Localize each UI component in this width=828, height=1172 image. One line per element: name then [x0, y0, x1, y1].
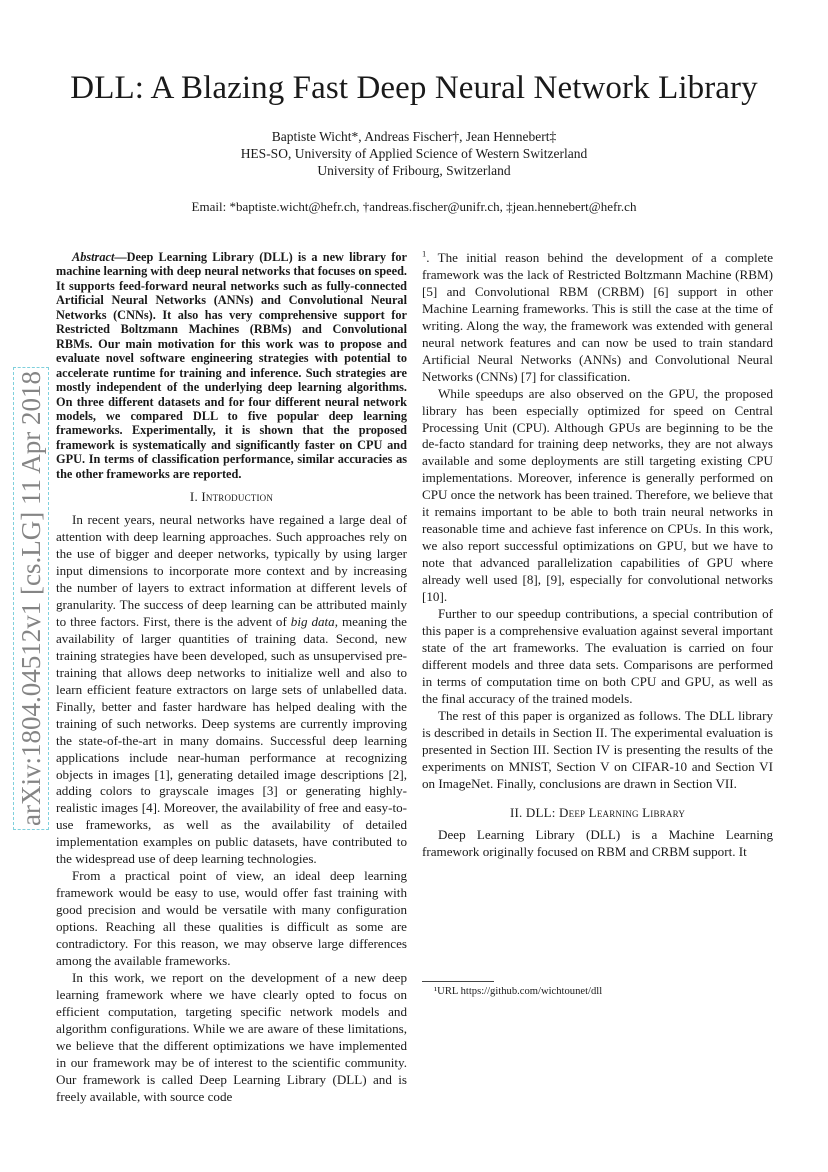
footnote-divider	[422, 981, 494, 982]
section-heading-dll: II. DLL: Deep Learning Library	[509, 804, 686, 820]
author-emails: Email: *baptiste.wicht@hefr.ch, †andreas.fischer@unifr.ch, ‡jean.hennebert@hefr.ch	[191, 199, 637, 214]
intro-p3-text: In this work, we report on the development of a new deep learning framework where we have clearly opted to focus on efficient computation, targeting specific network models and algorithm configurations. While we are aware of these limitations, we believe that the different optimizations we have implemented in our framework may be of interest to the scientific community. Our framework is called Deep Learning Library (DLL) and is freely available, with source code	[56, 969, 407, 1104]
intro-p1-text-cont: , meaning the availability of larger quantities of training data. Second, new training strategies have been developed, such as unsupervised pre-training that allows deep networks to initialize well and also to learn efficient feature extractors on large sets of unlabelled data. Finally, better and faster hardware has helped dealing with the training of such networks. Deep systems are currently improving the state-of-the-art in many domains. Successful deep learning applications include near-human performance at recognizing objects in images [1], generating detailed image descriptions [2], adding colors to grayscale images [3] or generating highly-realistic images [4]. Moreover, the availability of free and easy-to-use frameworks, as well as the availability of detailed implementation examples on public datasets, have contributed to the widespread use of deep learning technologies.	[56, 613, 407, 867]
intro-paragraph-6: The rest of this paper is organized as follows. The DLL library is described in details in Section II. The experimental evaluation is presented in Section III. Section IV is presenting the results of the experiments on MNIST, Section V on CIFAR-10 and Section VI on ImageNet. Finally, conclusions are drawn in Section VII.	[422, 707, 773, 791]
intro-paragraph-3-cont	[422, 250, 773, 386]
section-heading-introduction: I. Introduction	[189, 489, 274, 505]
big-data-emphasis: big data	[290, 613, 335, 629]
arxiv-stamp[interactable]: arXiv:1804.04512v1 [cs.LG] 11 Apr 2018	[16, 371, 46, 826]
left-column	[56, 250, 407, 1106]
abstract-label: Abstract	[72, 250, 115, 264]
footnote-url[interactable]: ¹URL https://github.com/wichtounet/dll	[434, 986, 603, 997]
footnote-marker[interactable]: 1	[422, 248, 427, 259]
right-column	[422, 250, 773, 861]
author-block	[0, 128, 828, 179]
section2-paragraph-1: Deep Learning Library (DLL) is a Machine Learning framework originally focused on RBM and CRBM support. It	[422, 827, 773, 860]
intro-paragraph-3	[56, 970, 407, 1106]
author-names: Baptiste Wicht*, Andreas Fischer†, Jean Hennebert‡	[271, 129, 557, 144]
intro-p3-text-cont: . The initial reason behind the development of a complete framework was the lack of Restricted Boltzmann Machine (RBM) [5] and Convolutional RBM (CRBM) [6] support in other Machine Learning frameworks. This is still the case at the time of writing. Along the way, the framework was extended with general neural network features and can now be used to train standard Artificial Neural Networks (ANNs) and Convolutional Neural Networks (CNNs) [7] for classification.	[422, 250, 773, 384]
intro-paragraph-2: From a practical point of view, an ideal deep learning framework would be easy to use, would offer fast training with good precision and would be versatile with many configuration options. Reaching all these qualities is difficult as some are contradictory. For this reason, we may observe large differences among the available frameworks.	[56, 868, 407, 968]
intro-p1-text: In recent years, neural networks have regained a large deal of attention with deep learning approaches. Such approaches rely on the use of bigger and deeper networks, typically by using larger input dimensions to incorporate more context and by increasing the number of layers to extract information at different levels of granularity. The success of deep learning can be attributed mainly to three factors. First, there is the advent of	[56, 512, 407, 629]
paper-title: DLL: A Blazing Fast Deep Neural Network Library	[70, 70, 758, 106]
intro-paragraph-5: Further to our speedup contributions, a special contribution of this paper is a comprehensive evaluation against several important state of the art frameworks. The evaluation is carried on four different models and three data sets. Comparisons are performed in terms of computation time on both CPU and GPU, as well as the final accuracy of the trained models.	[422, 606, 773, 706]
abstract	[56, 250, 407, 481]
affiliation-fribourg: University of Fribourg, Switzerland	[317, 163, 511, 178]
abstract-text: —Deep Learning Library (DLL) is a new library for machine learning with deep neural networks that focuses on speed. It supports feed-forward neural networks such as fully-connected Artificial Neural Networks (ANNs) and Convolutional Neural Networks (CNNs). It also has very comprehensive support for Restricted Boltzmann Machines (RBMs) and Convolutional RBMs. Our main motivation for this work was to propose and evaluate novel software engineering strategies with potential to accelerate runtime for training and inference. Such strategies are mostly independent of the underlying deep learning algorithms. On three different datasets and for four different neural network models, we compared DLL to five popular deep learning frameworks. Experimentally, it is shown that the proposed framework is systematically and significantly faster on CPU and GPU. In terms of classification performance, similar accuracies as the other frameworks are reported.	[56, 250, 407, 481]
intro-paragraph-4: While speedups are also observed on the GPU, the proposed library has been especially optimized for speed on Central Processing Unit (CPU). Although GPUs are beginning to be the de-facto standard for training deep networks, they are not always available and some deployments are still targeting existing CPU implementations. Moreover, inference is generally performed on CPU once the network has been trained. Therefore, we believe that it remains important to be able to both train neural networks in reasonable time and achieve fast inference on CPUs. In this work, we also report successful optimizations on GPU, but we have to note that advanced parallelization capabilities of GPU where already well used [8], [9], especially for convolutional networks [10].	[422, 385, 773, 605]
affiliation-hesso: HES-SO, University of Applied Science of Western Switzerland	[240, 146, 588, 161]
intro-paragraph-1	[56, 512, 407, 868]
